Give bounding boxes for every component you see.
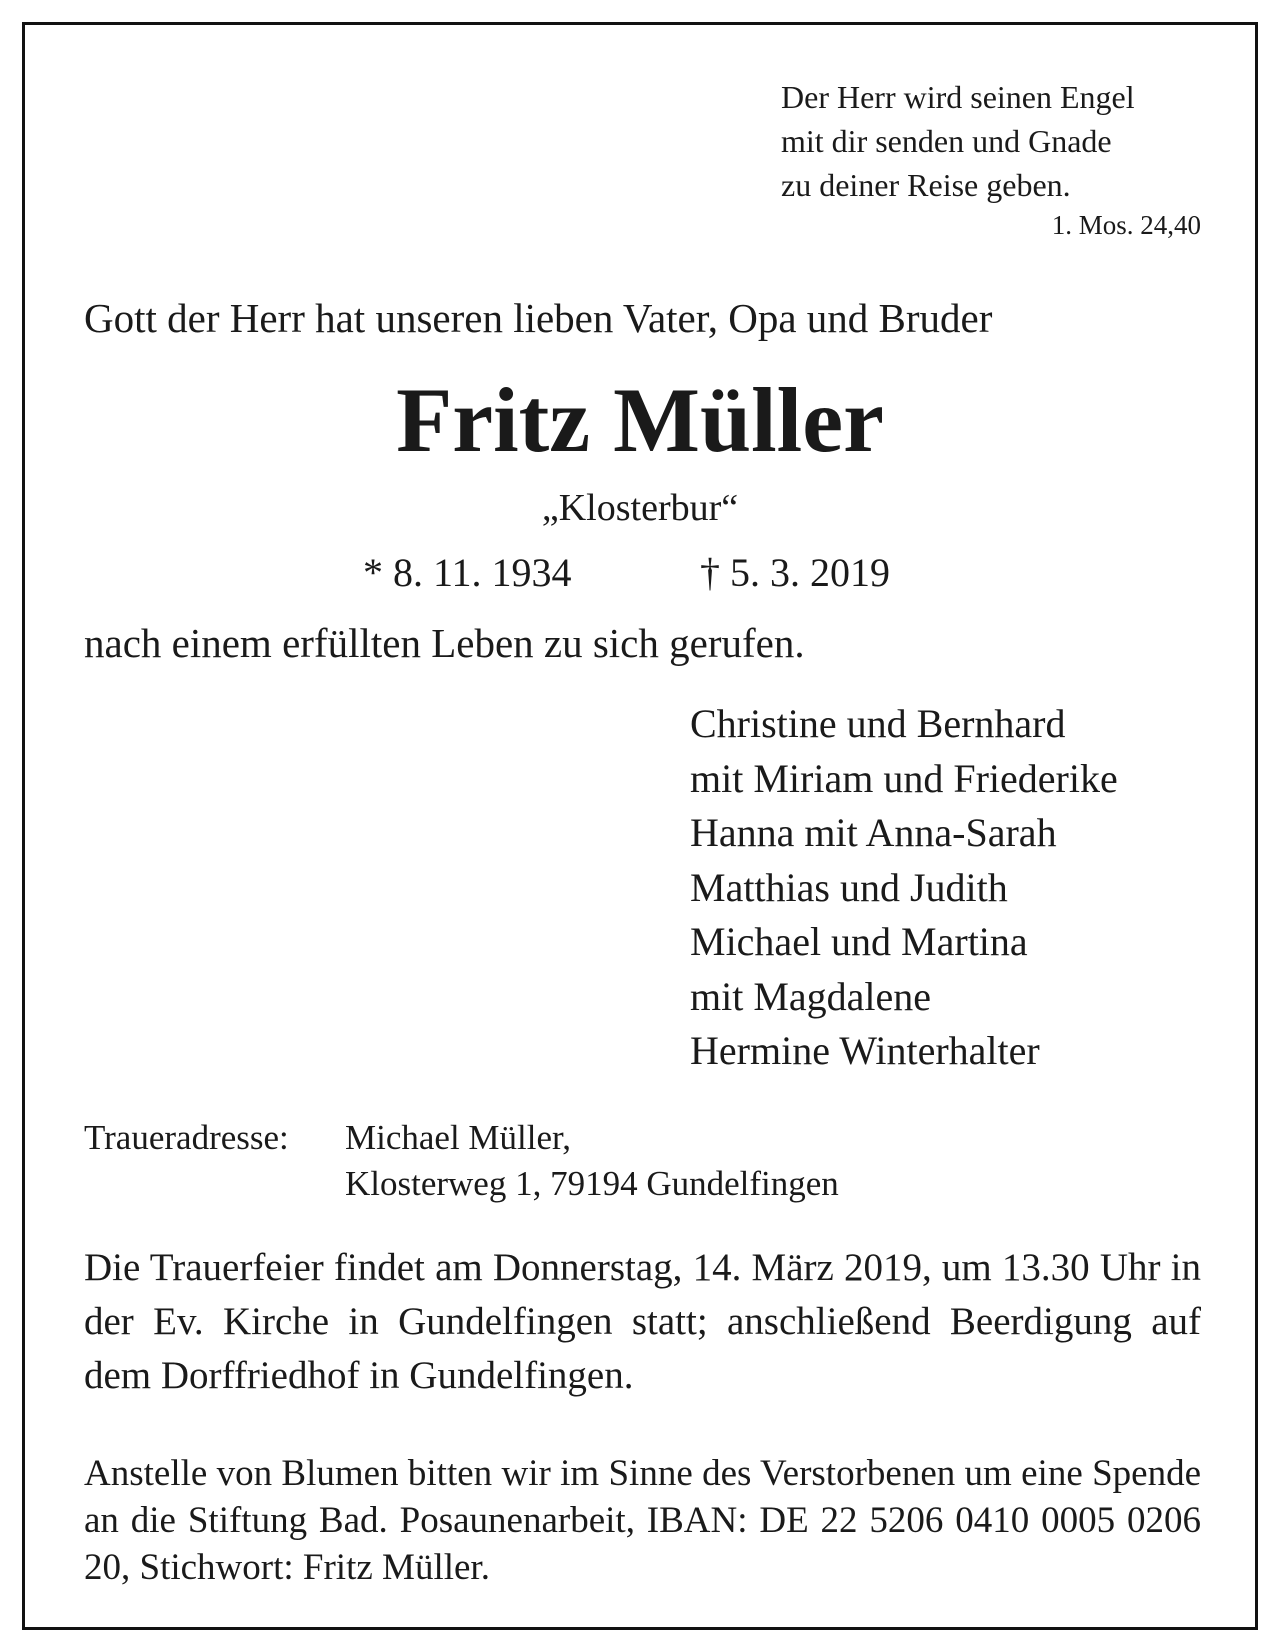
deceased-name: Fritz Müller [396,369,884,471]
family-member: Christine und Bernhard [690,701,1066,746]
family-member: Hermine Winterhalter [690,1028,1040,1073]
verse-line: mit dir senden und Gnade [781,123,1112,159]
family-list [690,697,1118,1079]
family-member: mit Miriam und Friederike [690,755,1118,801]
verse-line: zu deiner Reise geben. [781,167,1071,203]
donation-request-text: Anstelle von Blumen bitten wir im Sinne des Verstorbenen um eine Spende an die Stiftung Bad. Posaunenarbeit, IBAN: DE 22 5206 0410 0005 0206 20, Stichwort: Fritz Müller. [84,1453,1201,1588]
family-member: Hanna mit Anna-Sarah [690,810,1057,855]
mourning-address-name: Michael Müller, [345,1118,572,1157]
deceased-nickname: „Klosterbur“ [541,487,739,529]
intro-text: Gott der Herr hat unseren lieben Vater, Opa und Bruder [84,295,993,341]
birth-date: * 8. 11. 1934 [363,550,572,595]
outro-text: nach einem erfüllten Leben zu sich gerufen. [84,620,805,666]
bible-verse [781,75,1201,243]
mourning-address-street: Klosterweg 1, 79194 Gundelfingen [345,1164,839,1203]
obituary-notice [22,22,1258,1630]
family-member: Michael und Martina [690,919,1028,964]
verse-reference: 1. Mos. 24,40 [1051,210,1201,240]
family-member: Matthias und Judith [690,864,1008,910]
funeral-ceremony-text: Die Trauerfeier findet am Donnerstag, 14. März 2019, um 13.30 Uhr in der Ev. Kirche in Gundelfingen statt; anschließend Beerdigung auf dem Dorffriedhof in Gundelfingen. [84,1246,1201,1397]
death-date: † 5. 3. 2019 [700,550,890,595]
mourning-address-label: Traueradresse: [84,1118,289,1157]
verse-line: Der Herr wird seinen Engel [781,79,1135,115]
family-member: mit Magdalene [690,973,932,1019]
